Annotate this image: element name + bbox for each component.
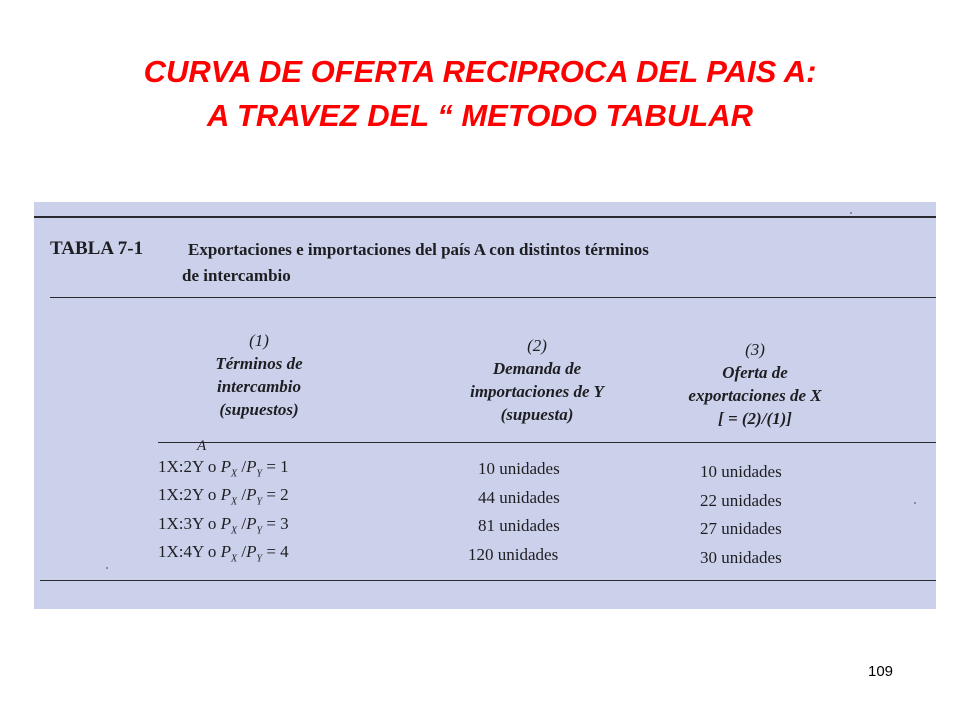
table-row-4-exports: 30 unidades [700,548,782,567]
column-2-line-1: Demanda de [492,359,582,378]
column-1-line-1: Términos de [215,354,303,373]
table-label: TABLA 7-1 [50,238,144,259]
top-rule [34,216,936,218]
column-3-line-3: [ = (2)/(1)] [718,409,792,428]
column-header-1 [174,329,344,421]
column-1-line-3: (supuestos) [219,400,299,419]
bottom-rule [40,580,936,581]
page-number: 109 [868,663,894,680]
scan-speck [914,502,916,504]
header-rule [158,442,936,443]
table-caption-line-2: de intercambio [182,266,291,285]
caption-rule [50,297,936,298]
table-row-1-terms: 1X:2Y o $P_X$ $/P_Y = 1$ [158,457,289,480]
column-2-line-3: (supuesta) [500,405,574,424]
column-1-subnote: A [197,438,207,454]
column-3-number: (3) [745,340,765,359]
table-row-2-terms: 1X:2Y o $P_X$ $/P_Y = 2$ [158,485,289,508]
column-header-2 [432,334,642,426]
table-row-1-exports: 10 unidades [700,462,782,481]
column-header-3 [646,338,864,430]
scan-speck [106,567,108,569]
table-row-4-imports: 120 unidades [468,545,559,564]
table-row-1-imports: 10 unidades [478,459,560,478]
slide-title-line-1: CURVA DE OFERTA RECIPROCA DEL PAIS A: [143,54,817,89]
slide-title-line-2: A TRAVEZ DEL “ METODO TABULAR [207,98,753,133]
column-3-line-1: Oferta de [722,363,788,382]
table-row-2-exports: 22 unidades [700,491,782,510]
column-3-line-2: exportaciones de X [688,386,822,405]
scanned-table-image [34,202,936,609]
table-row-2-imports: 44 unidades [478,488,560,507]
table-row-4-terms: 1X:4Y o $P_X$ $/P_Y = 4$ [158,542,289,565]
table-caption-line-1: Exportaciones e importaciones del país A con distintos términos [188,240,649,259]
scan-speck [850,212,852,214]
table-row-3-imports: 81 unidades [478,516,560,535]
column-1-line-2: intercambio [216,377,302,396]
column-2-line-2: importaciones de Y [470,382,604,401]
column-1-number: (1) [249,331,269,350]
slide-title [0,50,960,138]
table-row-3-terms: 1X:3Y o $P_X$ $/P_Y = 3$ [158,514,289,537]
table-row-3-exports: 27 unidades [700,519,782,538]
column-2-number: (2) [527,336,547,355]
